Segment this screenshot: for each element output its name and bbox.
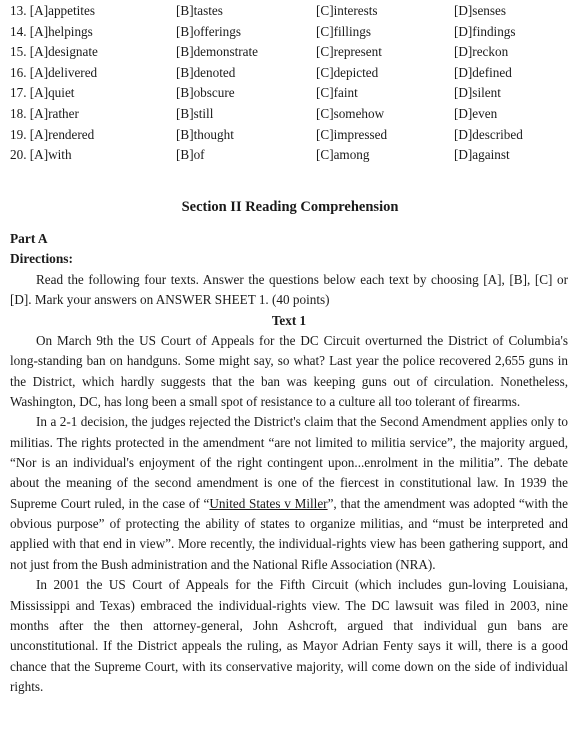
option-row-14 [10,22,570,43]
paragraph-1: On March 9th the US Court of Appeals for the DC Circuit overturned the District of Columbia's long-standing ban on handguns. Some might say, so what? Last year the police recovered 2,655 guns in the District, which hardly suggests that the ban was keeping guns out of circulation. Nonetheless, Washington, DC, has long been a small spot of resistance to a culture all too tolerant of firearms. [10,333,568,410]
option-row-18 [10,104,570,125]
option-c: [C]impressed [316,126,388,142]
option-d: [D]against [454,147,510,163]
option-a: 13. [A]appetites [10,3,95,18]
option-row-20 [10,145,570,166]
option-d: [D]described [454,126,523,142]
option-c: [C]among [316,147,370,163]
part-label: Part A [10,231,48,246]
answer-options-list [10,1,570,166]
option-a: 18. [A]rather [10,105,79,121]
option-d: [D]senses [454,3,507,18]
reading-passage [10,270,568,697]
paragraph-2: In a 2-1 decision, the judges rejected the District's claim that the Second Amendment applies only to militias. The rights protected in the amendment “are not limited to militia service”, the majority argued, “Nor is an individual's enjoyment of the right contingent upon...enrolment in the militia”. The debate about the meaning of the second amendment is one of the fiercest in constitutional law. In 1939 the Supreme Court ruled, in the case of “United States v Miller”, that the amendment was adopted “with the obvious purpose” of protecting the ability of states to organize militias, and “must be interpreted and applied with that end in view”. More recently, the individual-rights view has been gathering support, and not just from the Bush administration and the National Rifle Association (NRA). [10,414,568,572]
option-b: [B]obscure [176,85,235,101]
option-d: [D]defined [454,64,512,80]
option-row-16 [10,63,570,84]
option-b: [B]demonstrate [176,44,259,60]
option-a: 19. [A]rendered [10,126,95,142]
option-a: 16. [A]delivered [10,64,98,80]
directions-label: Directions: [10,251,73,266]
option-b: [B]tastes [176,3,223,18]
section-title: Section II Reading Comprehension [181,199,399,215]
option-c: [C]faint [316,85,358,101]
option-row-15 [10,42,570,63]
option-c: [C]depicted [316,64,379,80]
case-name: United States v Miller [209,495,328,511]
option-b: [B]of [176,147,205,163]
directions-text: Read the following four texts. Answer the questions below each text by choosing [A], [B], [C] or [D]. Mark your answers on ANSWER SHEET 1. (40 points) [10,272,568,308]
option-c: [C]represent [316,44,382,60]
paragraph-3: In 2001 the US Court of Appeals for the Fifth Circuit (which includes gun-loving Louisiana, Mississippi and Texas) embraced the individual-rights view. The DC lawsuit was filed in 2003, nine months after the then attorney-general, John Ashcroft, argued that individual gun bans are unconstitutional. If the District appeals the ruling, as Mayor Adrian Fenty says it will, there is a good chance that the Supreme Court, with its conservative majority, will come down on the side of individual rights. [10,577,568,694]
option-d: [D]findings [454,23,516,39]
option-b: [B]denoted [176,64,236,80]
option-a: 15. [A]designate [10,44,98,60]
option-d: [D]even [454,105,498,121]
option-c: [C]somehow [316,105,385,121]
option-c: [C]interests [316,3,378,18]
option-b: [B]still [176,105,214,121]
option-d: [D]silent [454,85,501,101]
text-title: Text 1 [271,312,307,328]
option-a: 14. [A]helpings [10,23,93,39]
option-d: [D]reckon [454,44,509,60]
option-a: 17. [A]quiet [10,85,75,101]
option-b: [B]offerings [176,23,241,39]
option-row-17 [10,83,570,104]
option-b: [B]thought [176,126,234,142]
option-row-19 [10,125,570,146]
option-c: [C]fillings [316,23,371,39]
option-row-13 [10,1,570,22]
option-a: 20. [A]with [10,147,72,163]
